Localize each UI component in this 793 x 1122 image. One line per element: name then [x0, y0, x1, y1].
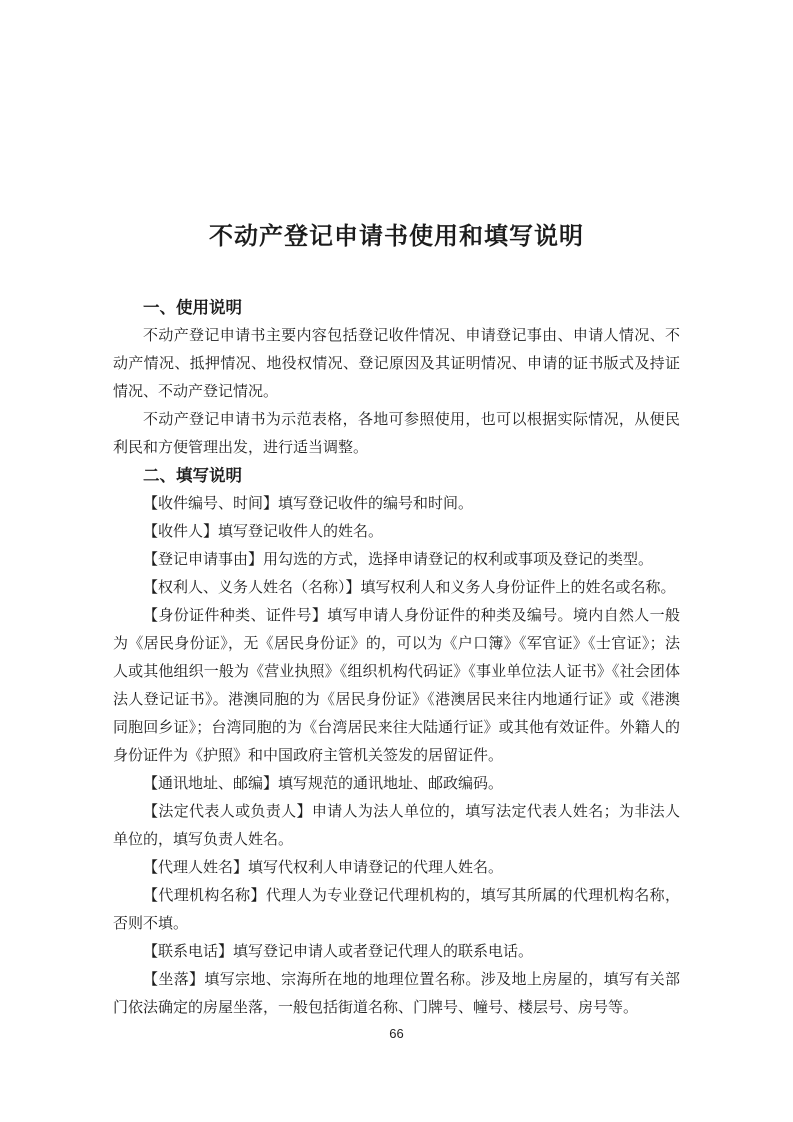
item-contact-phone: 【联系电话】填写登记申请人或者登记代理人的联系电话。	[143, 944, 534, 960]
item-receipt-number-time: 【收件编号、时间】填写登记收件的编号和时间。	[143, 496, 474, 512]
para-overview: 不动产登记申请书主要内容包括登记收件情况、申请登记事由、申请人情况、不动产情况、抵押情况、地役权情况、登记原因及其证明情况、申请的证书版式及持证情况、不动产登记情况。	[113, 328, 680, 400]
item-recipient-name: 【收件人】填写登记收件人的姓名。	[143, 524, 384, 540]
page-number: 66	[389, 1026, 404, 1041]
document-title: 不动产登记申请书使用和填写说明	[209, 223, 584, 250]
item-holder-obligor-names: 【权利人、义务人姓名（名称）】填写权利人和义务人身份证件上的姓名或名称。	[143, 580, 676, 596]
document-body	[113, 294, 680, 1022]
section-heading-filling-instructions: 二、填写说明	[143, 467, 242, 485]
para-adjustment: 不动产登记申请书为示范表格，各地可参照使用，也可以根据实际情况，从便民利民和方便管理出发，进行适当调整。	[113, 412, 680, 456]
item-id-document-type-number: 【身份证件种类、证件号】填写申请人身份证件的种类及编号。境内自然人一般为《居民身份证》，无《居民身份证》的，可以为《户口簿》《军官证》《士官证》；法人或其他组织一般为《营业执照》《组织机构代码证》《事业单位法人证书》《社会团体法人登记证书》。港澳同胞的为《居民身份证》《港澳居民来往内地通行证》或《港澳同胞回乡证》；台湾同胞的为《台湾居民来往大陆通行证》或其他有效证件。外籍人的身份证件为《护照》和中国政府主管机关签发的居留证件。	[113, 608, 680, 764]
item-agency-name: 【代理机构名称】代理人为专业登记代理机构的，填写其所属的代理机构名称，否则不填。	[113, 888, 680, 932]
item-agent-name: 【代理人姓名】填写代权利人申请登记的代理人姓名。	[143, 860, 504, 876]
item-legal-representative: 【法定代表人或负责人】申请人为法人单位的，填写法定代表人姓名；为非法人单位的，填写负责人姓名。	[113, 804, 680, 848]
item-location: 【坐落】填写宗地、宗海所在地的地理位置名称。涉及地上房屋的，填写有关部门依法确定的房屋坐落，一般包括街道名称、门牌号、幢号、楼层号、房号等。	[113, 972, 680, 1016]
section-heading-usage-instructions: 一、使用说明	[143, 299, 242, 317]
item-address-postcode: 【通讯地址、邮编】填写规范的通讯地址、邮政编码。	[143, 776, 504, 792]
item-application-reason: 【登记申请事由】用勾选的方式，选择申请登记的权利或事项及登记的类型。	[143, 552, 654, 568]
